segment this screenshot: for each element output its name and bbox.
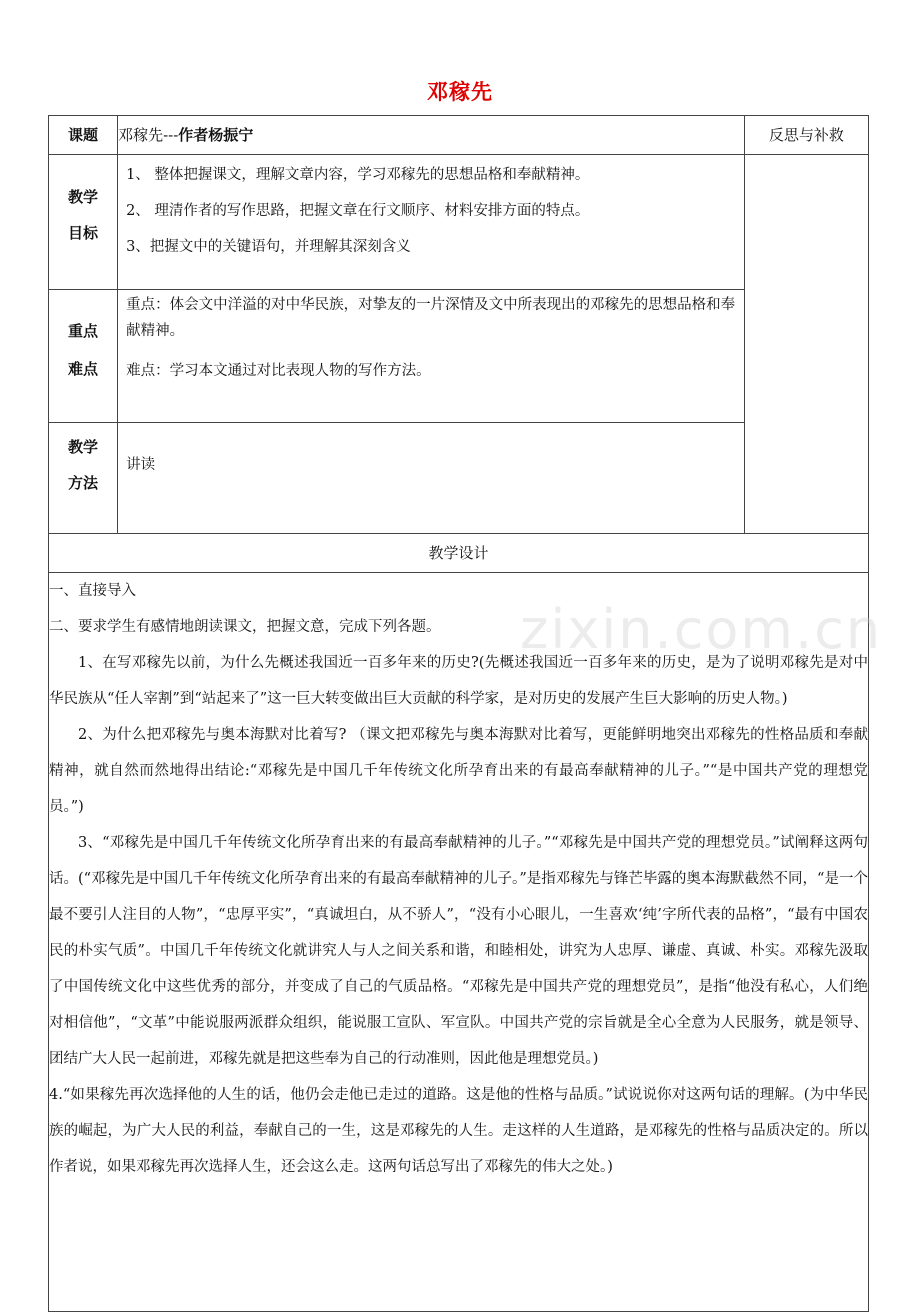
- watermark: zixin.com.cn: [520, 598, 883, 661]
- document-title: 邓稼先: [427, 80, 493, 104]
- lesson-plan-table: [48, 115, 869, 1312]
- topic-author: 作者杨振宁: [178, 126, 254, 144]
- keypoints-label: [49, 290, 118, 423]
- goals-label-line2: 目标: [68, 224, 99, 242]
- difficult-point: 难点：学习本文通过对比表现人物的写作方法。: [126, 363, 431, 379]
- design-heading-row: [49, 534, 869, 573]
- goal-item-1: 1、 整体把握课文，理解文章内容，学习邓稼先的思想品格和奉献精神。: [126, 167, 590, 183]
- design-question-1: 1、在写邓稼先以前，为什么先概述我国近一百多年来的历史?(先概述我国近一百多年来的历史，是为了说明邓稼先是对中华民族从“任人宰割”到“站起来了”这一巨大转变做出巨大贡献的科学家，是对历史的发展产生巨大影响的历史人物。): [49, 655, 868, 707]
- key-point: 重点：体会文中洋溢的对中华民族，对挚友的一片深情及文中所表现出的邓稼先的思想品格和奉献精神。: [126, 297, 736, 339]
- design-heading: 教学设计: [49, 534, 869, 573]
- goals-row: [49, 155, 869, 290]
- method-label-line1: 教学: [68, 438, 99, 456]
- reflection-cell: [744, 155, 868, 534]
- design-step-1: 一、直接导入: [49, 583, 136, 599]
- method-content: [118, 423, 745, 534]
- topic-label: 课题: [49, 116, 118, 155]
- method-label-line2: 方法: [68, 474, 99, 492]
- reflection-header: 反思与补救: [744, 116, 868, 155]
- design-body-row: [49, 573, 869, 1312]
- design-step-2: 二、要求学生有感情地朗读课文，把握文意，完成下列各题。: [49, 619, 441, 635]
- goals-content: [118, 155, 745, 290]
- design-question-4: 4.“如果稼先再次选择他的人生的话，他仍会走他已走过的道路。这是他的性格与品质。”试说说你对这两句话的理解。(为中华民族的崛起，为广大人民的利益，奉献自己的一生，这是邓稼先的人生。走这样的人生道路，是邓稼先的性格与品质决定的。所以作者说，如果邓稼先再次选择人生，还会这么走。这两句话总写出了邓稼先的伟大之处。): [49, 1087, 868, 1175]
- keypoints-label-line2: 难点: [68, 360, 99, 378]
- topic-cell: [118, 116, 745, 155]
- topic-row: [49, 116, 869, 155]
- method-value: 讲读: [126, 457, 156, 473]
- keypoints-label-line1: 重点: [68, 322, 99, 340]
- design-body: [49, 573, 869, 1312]
- goals-label-line1: 教学: [68, 188, 99, 206]
- method-label: [49, 423, 118, 534]
- design-question-3: 3、“邓稼先是中国几千年传统文化所孕育出来的有最高奉献精神的儿子。”“邓稼先是中国共产党的理想党员。”试阐释这两句话。(“邓稼先是中国几千年传统文化所孕育出来的有最高奉献精神的儿子。”是指邓稼先与锋芒毕露的奥本海默截然不同，“是一个最不要引人注目的人物”，“忠厚平实”，“真诚坦白，从不骄人”，“没有小心眼儿，一生喜欢‘纯’字所代表的品格”，“最有中国农民的朴实气质”。中国几千年传统文化就讲究人与人之间关系和谐，和睦相处，讲究为人忠厚、谦虚、真诚、朴实。邓稼先汲取了中国传统文化中这些优秀的部分，并变成了自己的气质品格。“邓稼先是中国共产党的理想党员”，是指“他没有私心，人们绝对相信他”，“文革”中能说服两派群众组织，能说服工宣队、军宣队。中国共产党的宗旨就是全心全意为人民服务，就是领导、团结广大人民一起前进，邓稼先就是把这些奉为自己的行动准则，因此他是理想党员。): [49, 835, 868, 1067]
- goal-item-3: 3、把握文中的关键语句，并理解其深刻含义: [126, 239, 411, 255]
- goals-label: [49, 155, 118, 290]
- keypoints-content: [118, 290, 745, 423]
- topic-prefix: 邓稼先---: [118, 126, 179, 144]
- design-question-2: 2、为什么把邓稼先与奥本海默对比着写? （课文把邓稼先与奥本海默对比着写，更能鲜明地突出邓稼先的性格品质和奉献精神，就自然而然地得出结论:“邓稼先是中国几千年传统文化所孕育出来的有最高奉献精神的儿子。”“是中国共产党的理想党员。”): [49, 727, 868, 815]
- goal-item-2: 2、 理清作者的写作思路，把握文章在行文顺序、材料安排方面的特点。: [126, 203, 590, 219]
